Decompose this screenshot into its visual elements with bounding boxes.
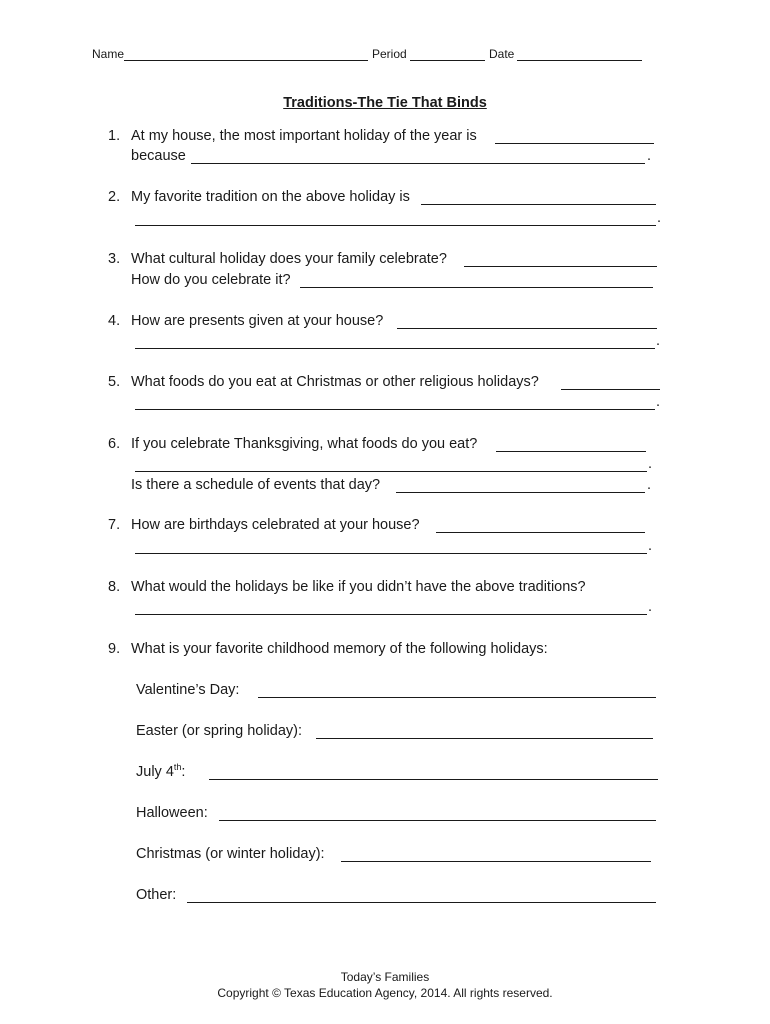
answer-line[interactable] (397, 328, 657, 329)
footer-course: Today’s Families (340, 970, 430, 984)
question-text: What foods do you eat at Christmas or other religious holidays? (131, 374, 539, 390)
name-field[interactable] (124, 60, 368, 61)
valentines-label: Valentine’s Day: (136, 682, 240, 698)
question-text: What cultural holiday does your family celebrate? (131, 251, 447, 267)
question-number: 1. (108, 128, 121, 144)
question-text: My favorite tradition on the above holiday is (131, 189, 410, 205)
answer-line[interactable] (135, 471, 647, 472)
question-text: How do you celebrate it? (131, 272, 291, 288)
question-text: At my house, the most important holiday of the year is (131, 128, 477, 144)
period-mark: . (647, 148, 652, 164)
question-text: Is there a schedule of events that day? (131, 477, 381, 493)
question-text: because (131, 148, 186, 164)
answer-line[interactable] (135, 409, 655, 410)
question-number: 3. (108, 251, 121, 267)
question-number: 7. (108, 517, 121, 533)
answer-line[interactable] (135, 225, 656, 226)
date-label: Date (489, 47, 515, 61)
name-label: Name (92, 47, 125, 61)
other-answer-line[interactable] (187, 902, 656, 903)
period-field[interactable] (410, 60, 485, 61)
question-text: How are presents given at your house? (131, 313, 384, 329)
question-text: What is your favorite childhood memory of the following holidays: (131, 641, 548, 657)
question-number: 2. (108, 189, 121, 205)
answer-line[interactable] (495, 143, 654, 144)
period-mark: . (648, 538, 653, 554)
halloween-answer-line[interactable] (219, 820, 656, 821)
question-text: What would the holidays be like if you didn’t have the above traditions? (131, 579, 586, 595)
valentines-answer-line[interactable] (258, 697, 656, 698)
other-label: Other: (136, 887, 177, 903)
period-mark: . (648, 456, 653, 472)
easter-answer-line[interactable] (316, 738, 653, 739)
christmas-label: Christmas (or winter holiday): (136, 846, 325, 862)
period-mark: . (648, 599, 653, 615)
date-field[interactable] (517, 60, 642, 61)
answer-line[interactable] (135, 348, 655, 349)
question-number: 9. (108, 641, 121, 657)
question-number: 8. (108, 579, 121, 595)
answer-line[interactable] (496, 451, 646, 452)
period-mark: . (647, 477, 652, 493)
answer-line[interactable] (135, 553, 647, 554)
question-number: 5. (108, 374, 121, 390)
question-number: 6. (108, 436, 121, 452)
answer-line[interactable] (300, 287, 653, 288)
period-mark: . (656, 333, 661, 349)
answer-line[interactable] (135, 614, 647, 615)
july-4th-answer-line[interactable] (209, 779, 658, 780)
answer-line[interactable] (396, 492, 645, 493)
question-text: How are birthdays celebrated at your house? (131, 517, 420, 533)
halloween-label: Halloween: (136, 805, 208, 821)
easter-label: Easter (or spring holiday): (136, 723, 303, 739)
period-mark: . (657, 210, 662, 226)
question-number: 4. (108, 313, 121, 329)
july-4th-label: July 4th: (136, 762, 186, 780)
answer-line[interactable] (464, 266, 657, 267)
footer-copyright: Copyright © Texas Education Agency, 2014. All rights reserved. (217, 986, 553, 1000)
christmas-answer-line[interactable] (341, 861, 651, 862)
period-mark: . (656, 394, 661, 410)
answer-line[interactable] (421, 204, 656, 205)
worksheet-title: Traditions-The Tie That Binds (283, 95, 487, 111)
period-label: Period (372, 47, 407, 61)
answer-line[interactable] (191, 163, 645, 164)
question-text: If you celebrate Thanksgiving, what foods do you eat? (131, 436, 478, 452)
answer-line[interactable] (436, 532, 645, 533)
answer-line[interactable] (561, 389, 660, 390)
